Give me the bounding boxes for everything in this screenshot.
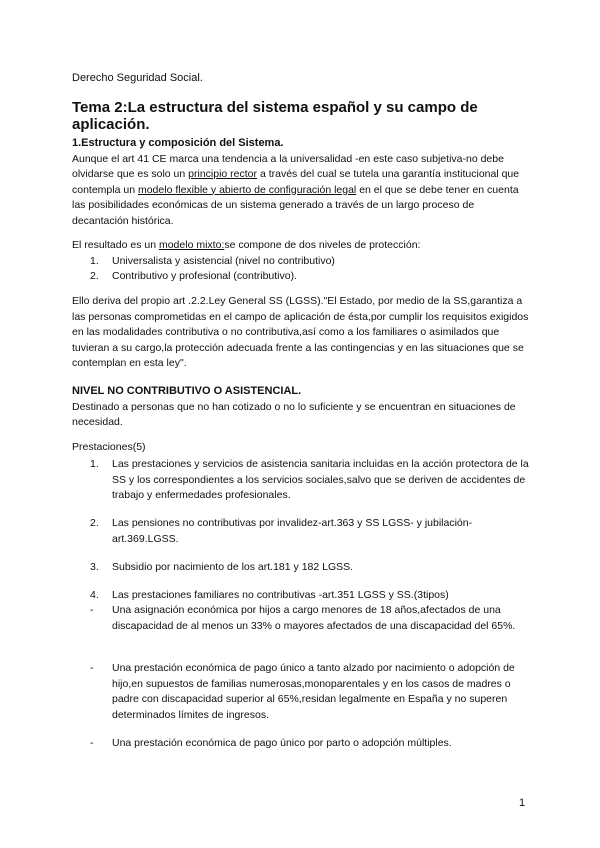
section-modelo-mixto bbox=[72, 238, 532, 285]
dash-list-2 bbox=[90, 661, 532, 723]
document-header: Derecho Seguridad Social. bbox=[72, 72, 203, 84]
list-number: 1. bbox=[90, 458, 99, 470]
underlined-term: modelo flexible y abierto de configuración legal bbox=[137, 183, 357, 196]
list-item-text: Las pensiones no contributivas por invalidez-art.363 y SS LGSS- y jubilación-art.369.LGSS. bbox=[112, 517, 473, 545]
section-heading: NIVEL NO CONTRIBUTIVO O ASISTENCIAL. bbox=[72, 385, 302, 397]
dash-list-3 bbox=[90, 736, 532, 752]
list-item-text: Las prestaciones y servicios de asistencia sanitaria incluidas en la acción protectora de la SS y los correspondientes a los servicios sociales,salvo que se deriven de accidentes de trabajo y enfermedades profesionales. bbox=[112, 458, 529, 501]
list-number: 1. bbox=[90, 254, 99, 267]
section-nivel-no-contributivo bbox=[72, 384, 532, 431]
underlined-term: modelo mixto: bbox=[158, 239, 225, 251]
paragraph-text: se compone de dos niveles de protección: bbox=[224, 239, 421, 251]
dash-marker: - bbox=[90, 737, 94, 749]
list-item bbox=[90, 269, 532, 285]
list-item-text: Universalista y asistencial (nivel no contributivo) bbox=[112, 254, 335, 267]
dash-marker: - bbox=[90, 604, 94, 616]
dash-item bbox=[90, 603, 532, 634]
paragraph bbox=[72, 238, 532, 254]
prestaciones-label: Prestaciones(5) bbox=[72, 441, 146, 453]
dash-item-text: Una asignación económica por hijos a cargo menores de 18 años,afectados de una discapacidad de al menos un 33% o mayores afectados de una discapacidad del 65%. bbox=[112, 604, 516, 632]
dash-item bbox=[90, 661, 532, 723]
paragraph-text: Aunque el art 41 CE marca una tendencia a la universalidad -en este caso subjetiva-no debe olvidarse que es solo un bbox=[72, 152, 504, 180]
paragraph: Destinado a personas que no han cotizado o no lo suficiente y se encuentran en situaciones de necesidad. bbox=[72, 400, 516, 428]
dash-marker: - bbox=[90, 662, 94, 674]
list-number: 4. bbox=[90, 589, 99, 601]
list-number: 3. bbox=[90, 561, 99, 573]
list-item-text: Las prestaciones familiares no contributivas -art.351 LGSS y SS.(3tipos) bbox=[112, 589, 449, 601]
list-number: 2. bbox=[90, 270, 99, 282]
paragraph bbox=[72, 152, 532, 230]
list-item-text: Subsidio por nacimiento de los art.181 y 182 LGSS. bbox=[112, 561, 354, 573]
paragraph-text: en el que se debe tener en cuenta las posibilidades económicas de un sistema generado a través de un largo proceso de decantación histórica. bbox=[72, 183, 519, 227]
prestaciones-list bbox=[90, 457, 532, 504]
list-item bbox=[90, 516, 532, 547]
prestaciones-list-4 bbox=[90, 588, 532, 604]
list-item bbox=[90, 588, 532, 604]
dash-item bbox=[90, 736, 532, 752]
page-number: 1 bbox=[519, 797, 526, 809]
numbered-list bbox=[90, 254, 532, 285]
prestaciones-list-3 bbox=[90, 560, 532, 576]
list-item bbox=[90, 457, 532, 504]
paragraph-text: a través del cual se tutela una garantía institucional que contempla un bbox=[72, 168, 520, 196]
paragraph-lgss: Ello deriva del propio art .2.2.Ley General SS (LGSS)."El Estado, por medio de la SS,garantiza a las personas comprometidas en el campo de aplicación de ésta,por cumplir los requisitos exigidos en las modalidades contributiva o no contributiva,así como a los familiares o asimilados que tuvieran a su cargo,la protección adecuada frente a las contingencias y en las situaciones que se contemplan en esta ley". bbox=[72, 295, 529, 369]
section-heading: 1.Estructura y composición del Sistema. bbox=[72, 137, 284, 149]
list-item-text: Contributivo y profesional (contributivo). bbox=[112, 270, 298, 282]
page-title: Tema 2:La estructura del sistema español y su campo de aplicación. bbox=[72, 99, 478, 133]
dash-item-text: Una prestación económica de pago único por parto o adopción múltiples. bbox=[112, 737, 452, 749]
underlined-term: principio rector bbox=[188, 168, 258, 180]
section-estructura bbox=[72, 136, 532, 229]
dash-list bbox=[90, 603, 532, 634]
dash-item-text: Una prestación económica de pago único a tanto alzado por nacimiento o adopción de hijo,en supuestos de familias numerosas,monoparentales y en los casos de madres o padre con discapacidad superior al 65%,residan legalmente en España y no superen determinados límites de ingresos. bbox=[112, 662, 515, 721]
list-item bbox=[90, 560, 532, 576]
prestaciones-list-2 bbox=[90, 516, 532, 547]
paragraph-text: El resultado es un bbox=[72, 239, 159, 251]
list-number: 2. bbox=[90, 517, 99, 529]
list-item bbox=[90, 254, 532, 270]
